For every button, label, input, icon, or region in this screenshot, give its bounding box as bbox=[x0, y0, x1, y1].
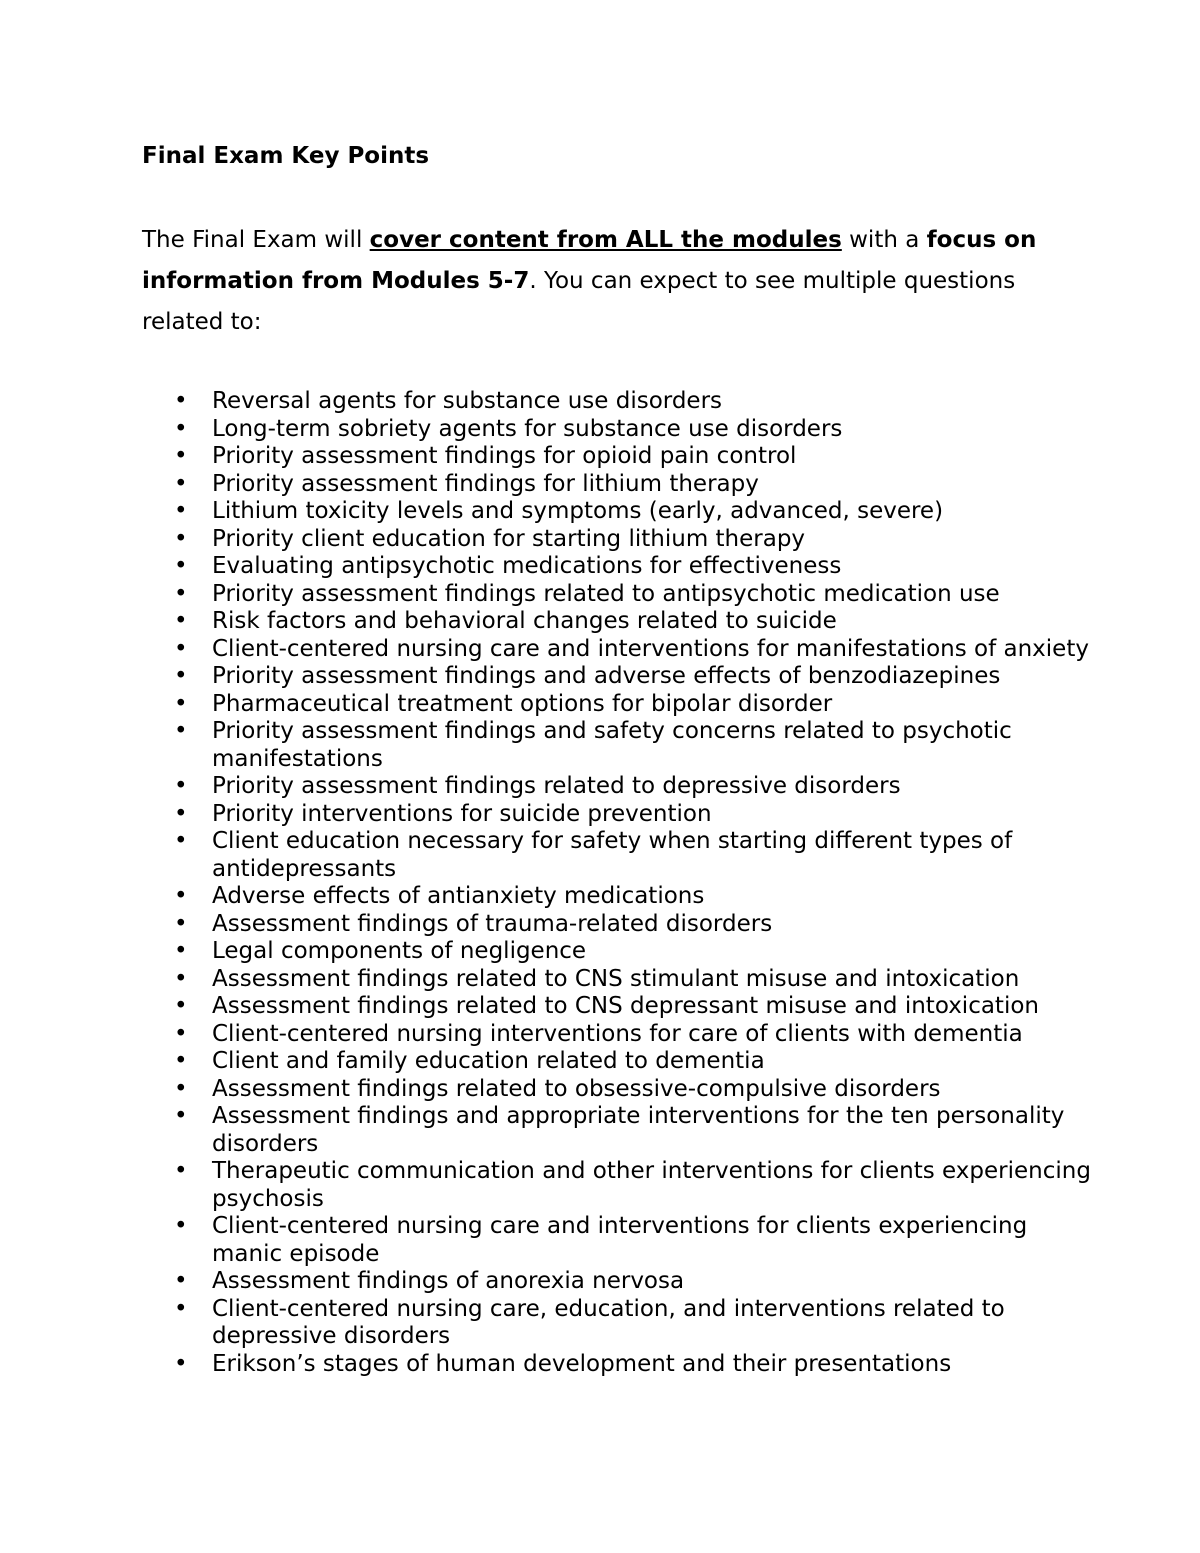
list-item: • Reversal agents for substance use disorders bbox=[142, 388, 1092, 416]
list-item: • Priority assessment findings for opioid pain control bbox=[142, 443, 1092, 471]
list-item: • Assessment findings of anorexia nervosa bbox=[142, 1268, 1092, 1296]
intro-text-3: . You can expect to see multiple questions related to: bbox=[142, 268, 1016, 335]
list-item: • Priority assessment findings related to depressive disorders bbox=[142, 773, 1092, 801]
list-item: • Priority assessment findings related to antipsychotic medication use bbox=[142, 581, 1092, 609]
list-item: • Priority interventions for suicide prevention bbox=[142, 801, 1092, 829]
list-item: • Legal components of negligence bbox=[142, 938, 1092, 966]
list-item: • Assessment findings related to obsessive-compulsive disorders bbox=[142, 1076, 1092, 1104]
list-item: • Priority assessment findings and adverse effects of benzodiazepines bbox=[142, 663, 1092, 691]
list-item: • Assessment findings related to CNS stimulant misuse and intoxication bbox=[142, 966, 1092, 994]
list-item: • Assessment findings related to CNS depressant misuse and intoxication bbox=[142, 993, 1092, 1021]
list-item: • Client-centered nursing care and interventions for clients experiencing manic episode bbox=[142, 1213, 1092, 1268]
key-points-list bbox=[142, 388, 1092, 1378]
intro-text-1: The Final Exam will bbox=[142, 227, 370, 253]
list-item: • Client and family education related to dementia bbox=[142, 1048, 1092, 1076]
list-item: • Risk factors and behavioral changes related to suicide bbox=[142, 608, 1092, 636]
intro-paragraph bbox=[142, 220, 1082, 343]
intro-text-2: with a bbox=[841, 227, 927, 253]
list-item: • Priority client education for starting lithium therapy bbox=[142, 526, 1092, 554]
list-item: • Long-term sobriety agents for substance use disorders bbox=[142, 416, 1092, 444]
list-item: • Evaluating antipsychotic medications for effectiveness bbox=[142, 553, 1092, 581]
list-item: • Adverse effects of antianxiety medications bbox=[142, 883, 1092, 911]
list-item: • Assessment findings and appropriate interventions for the ten personality disorders bbox=[142, 1103, 1092, 1158]
list-item: • Lithium toxicity levels and symptoms (early, advanced, severe) bbox=[142, 498, 1092, 526]
list-item: • Priority assessment findings and safety concerns related to psychotic manifestations bbox=[142, 718, 1092, 773]
intro-emphasis-underlined: cover content from ALL the modules bbox=[369, 227, 842, 253]
list-item: • Pharmaceutical treatment options for bipolar disorder bbox=[142, 691, 1092, 719]
list-item: • Assessment findings of trauma-related disorders bbox=[142, 911, 1092, 939]
list-item: • Client-centered nursing care and interventions for manifestations of anxiety bbox=[142, 636, 1092, 664]
list-item: • Priority assessment findings for lithium therapy bbox=[142, 471, 1092, 499]
list-item: • Therapeutic communication and other interventions for clients experiencing psychosis bbox=[142, 1158, 1092, 1213]
document-title: Final Exam Key Points bbox=[142, 143, 430, 169]
list-item: • Client education necessary for safety when starting different types of antidepressants bbox=[142, 828, 1092, 883]
intro-emphasis-bold: focus on information from Modules 5-7 bbox=[142, 227, 1037, 294]
list-item: • Client-centered nursing interventions for care of clients with dementia bbox=[142, 1021, 1092, 1049]
list-item: • Erikson’s stages of human development and their presentations bbox=[142, 1351, 1092, 1379]
list-item: • Client-centered nursing care, education, and interventions related to depressive disorders bbox=[142, 1296, 1092, 1351]
